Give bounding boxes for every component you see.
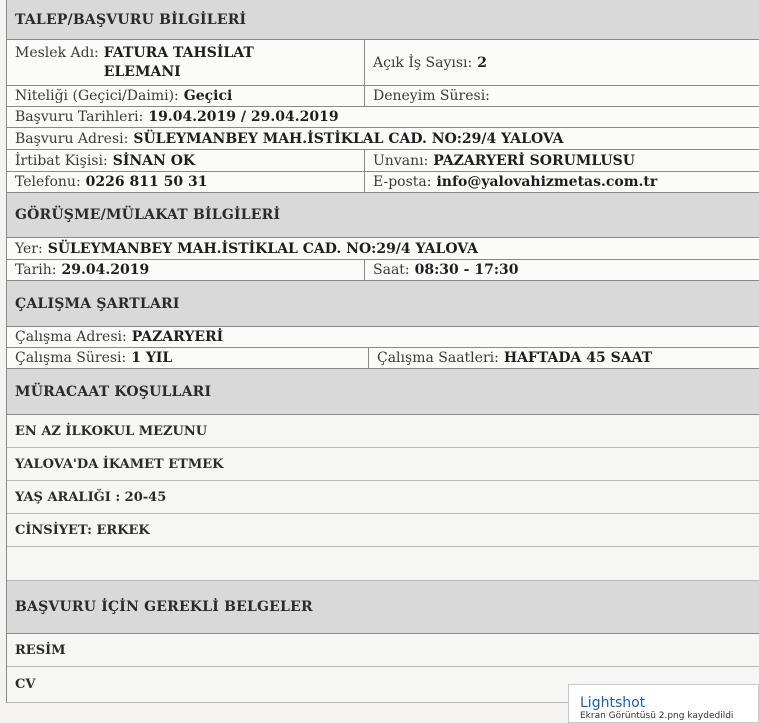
section-header-gorusme bbox=[7, 193, 759, 238]
calisma-adresi-label: Çalışma Adresi: bbox=[15, 329, 127, 345]
row-nitelik bbox=[7, 86, 759, 107]
condition-item bbox=[7, 448, 759, 481]
lightshot-subtitle: Ekran Görüntüsü 2.png kaydedildi bbox=[580, 711, 734, 721]
section-title: BAŞVURU İÇİN GEREKLİ BELGELER bbox=[15, 599, 313, 615]
saat-cell bbox=[365, 260, 759, 280]
calisma-sure-value: 1 YIL bbox=[131, 350, 173, 366]
eposta-cell bbox=[365, 172, 759, 192]
condition-text: YALOVA'DA İKAMET ETMEK bbox=[15, 456, 224, 472]
telefon-label: Telefonu: bbox=[15, 174, 81, 190]
row-yer bbox=[7, 238, 759, 260]
acik-is-cell bbox=[365, 40, 759, 85]
section-title: TALEP/BAŞVURU BİLGİLERİ bbox=[15, 11, 247, 28]
condition-text: EN AZ İLKOKUL MEZUNU bbox=[15, 423, 208, 439]
nitelik-value: Geçici bbox=[183, 88, 233, 104]
row-calisma-sure bbox=[7, 348, 759, 369]
saat-label: Saat: bbox=[373, 262, 410, 278]
calisma-adresi-cell bbox=[7, 327, 759, 347]
condition-text: YAŞ ARALIĞI : 20-45 bbox=[15, 489, 167, 505]
job-posting-document bbox=[6, 0, 759, 703]
lightshot-notification[interactable] bbox=[568, 684, 759, 723]
acik-is-label: Açık İş Sayısı: bbox=[373, 54, 473, 71]
deneyim-cell bbox=[365, 86, 759, 106]
basvuru-adresi-label: Başvuru Adresi: bbox=[15, 130, 129, 147]
unvan-cell bbox=[365, 150, 759, 171]
unvan-value: PAZARYERİ SORUMLUSU bbox=[433, 152, 635, 169]
tarih-cell bbox=[7, 260, 365, 280]
lightshot-title: Lightshot bbox=[580, 695, 646, 711]
section-title: MÜRACAAT KOŞULLARI bbox=[15, 383, 212, 400]
calisma-sure-cell bbox=[7, 348, 369, 368]
basvuru-adresi-value: SÜLEYMANBEY MAH.İSTİKLAL CAD. NO:29/4 YALOVA bbox=[133, 130, 564, 147]
condition-item bbox=[7, 481, 759, 514]
section-title: ÇALIŞMA ŞARTLARI bbox=[15, 295, 180, 312]
telefon-value: 0226 811 50 31 bbox=[85, 174, 208, 190]
nitelik-cell bbox=[7, 86, 365, 106]
document-text: CV bbox=[15, 677, 36, 692]
irtibat-cell bbox=[7, 150, 365, 171]
calisma-saatleri-value: HAFTADA 45 SAAT bbox=[503, 350, 653, 366]
irtibat-value: SİNAN OK bbox=[112, 152, 196, 169]
document-item bbox=[7, 634, 759, 667]
calisma-adresi-value: PAZARYERİ bbox=[131, 329, 224, 345]
condition-item bbox=[7, 514, 759, 547]
irtibat-label: İrtibat Kişisi: bbox=[15, 152, 108, 169]
row-telefon bbox=[7, 172, 759, 193]
telefon-cell bbox=[7, 172, 365, 192]
meslek-label: Meslek Adı: bbox=[15, 45, 99, 61]
unvan-label: Unvanı: bbox=[373, 152, 429, 169]
row-irtibat bbox=[7, 150, 759, 172]
row-basvuru-adresi bbox=[7, 128, 759, 150]
meslek-value: FATURA TAHSİLAT ELEMANI bbox=[103, 45, 254, 80]
tarih-value: 29.04.2019 bbox=[61, 262, 150, 278]
yer-value: SÜLEYMANBEY MAH.İSTİKLAL CAD. NO:29/4 YALOVA bbox=[47, 240, 478, 257]
row-tarih-saat bbox=[7, 260, 759, 281]
tarihler-cell bbox=[7, 107, 759, 127]
condition-item-empty bbox=[7, 547, 759, 581]
row-meslek bbox=[7, 40, 759, 86]
section-title: GÖRÜŞME/MÜLAKAT BİLGİLERİ bbox=[15, 207, 281, 223]
section-header-talep bbox=[7, 0, 759, 40]
basvuru-adresi-cell bbox=[7, 128, 759, 149]
eposta-label: E-posta: bbox=[373, 174, 432, 190]
document-text: RESİM bbox=[15, 642, 66, 658]
eposta-value: info@yalovahizmetas.com.tr bbox=[436, 174, 658, 190]
row-tarihler bbox=[7, 107, 759, 128]
calisma-sure-label: Çalışma Süresi: bbox=[15, 350, 127, 366]
deneyim-label: Deneyim Süresi: bbox=[373, 88, 490, 104]
yer-label: Yer: bbox=[15, 240, 43, 257]
tarihler-label: Başvuru Tarihleri: bbox=[15, 109, 144, 125]
nitelik-label: Niteliği (Geçici/Daimi): bbox=[15, 88, 179, 104]
acik-is-value: 2 bbox=[477, 54, 487, 71]
calisma-saatleri-cell bbox=[369, 348, 759, 368]
calisma-saatleri-label: Çalışma Saatleri: bbox=[377, 350, 499, 366]
section-header-muracaat bbox=[7, 369, 759, 415]
yer-cell bbox=[7, 238, 759, 259]
tarihler-value: 19.04.2019 / 29.04.2019 bbox=[148, 109, 339, 125]
condition-text: CİNSİYET: ERKEK bbox=[15, 522, 150, 538]
meslek-cell bbox=[7, 40, 365, 85]
saat-value: 08:30 - 17:30 bbox=[414, 262, 519, 278]
tarih-label: Tarih: bbox=[15, 262, 57, 278]
section-header-calisma bbox=[7, 281, 759, 327]
section-header-belgeler bbox=[7, 581, 759, 634]
condition-item bbox=[7, 415, 759, 448]
row-calisma-adresi bbox=[7, 327, 759, 348]
